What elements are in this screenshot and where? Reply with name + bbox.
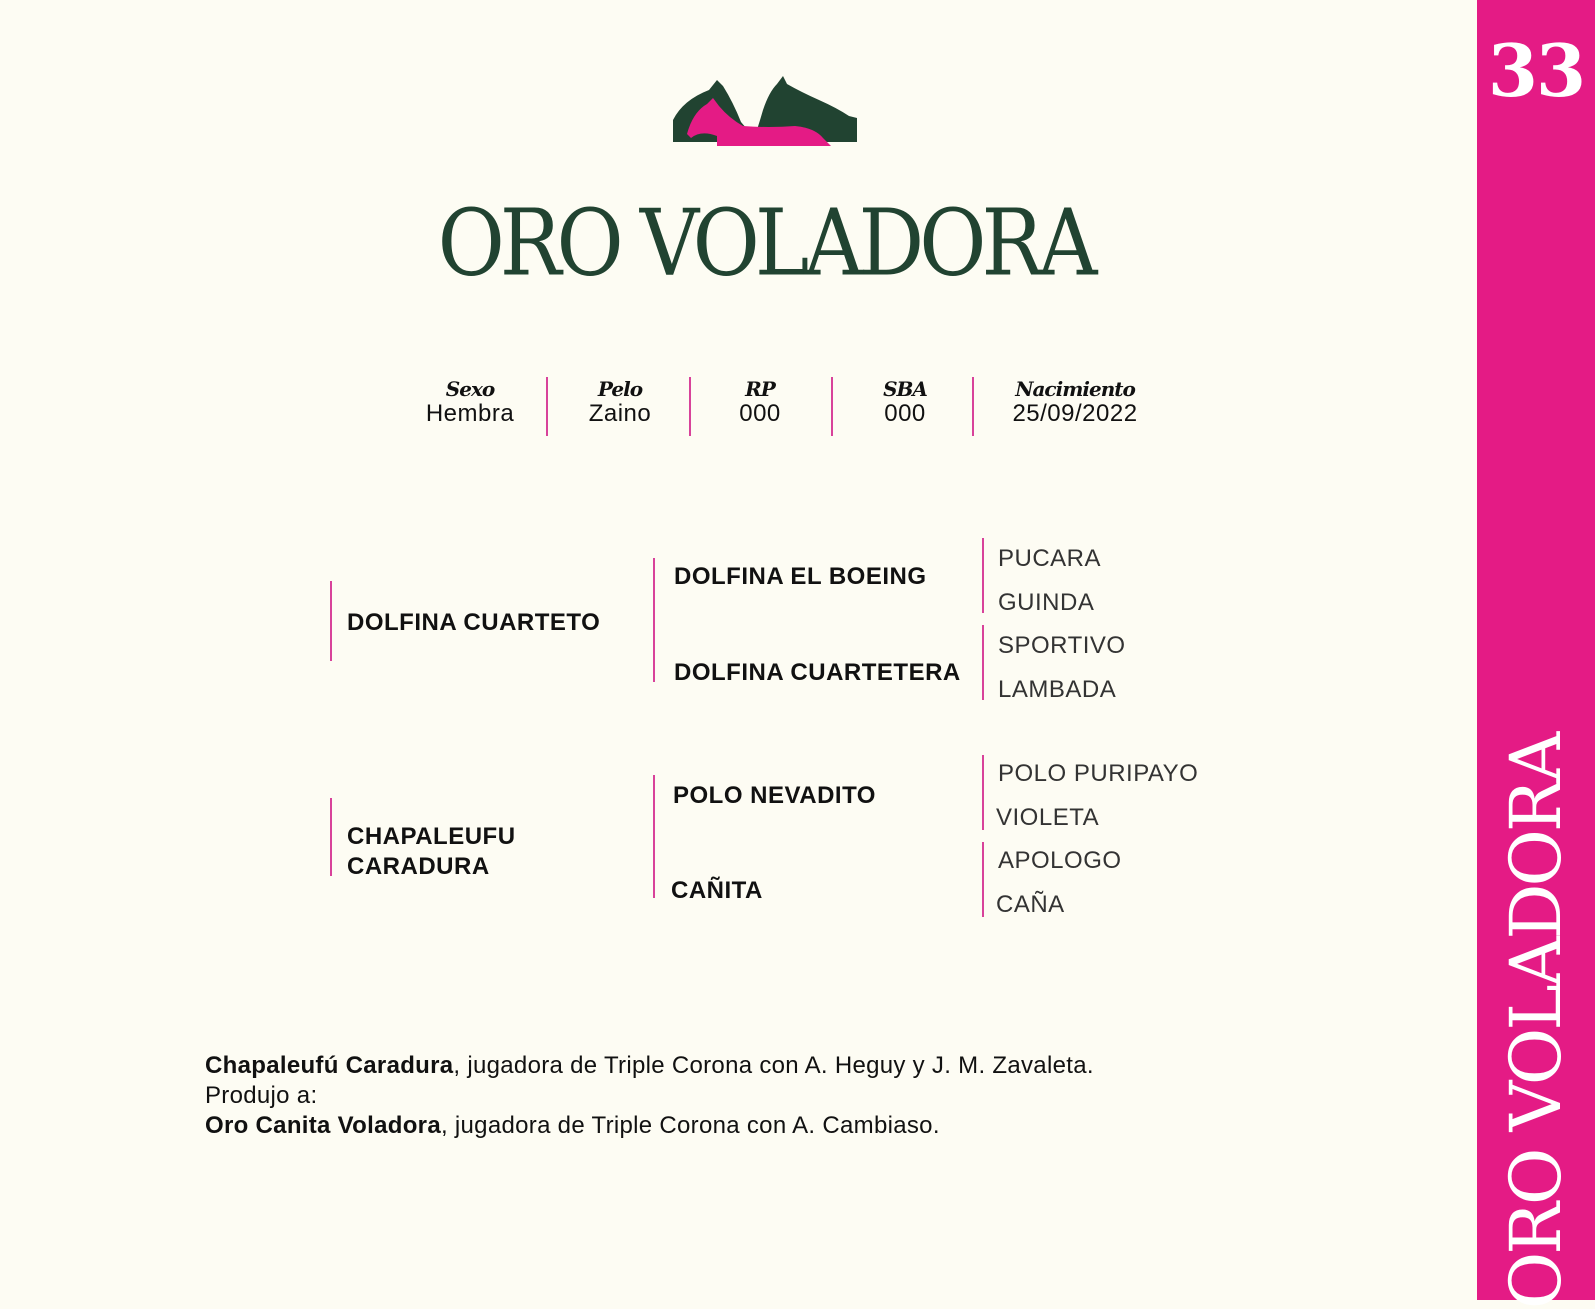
pedigree-sire-sire: DOLFINA EL BOEING	[674, 563, 927, 590]
pedigree-bracket	[330, 581, 332, 661]
description-bold: Chapaleufú Caradura	[205, 1052, 454, 1079]
pedigree-bracket	[982, 842, 984, 917]
pedigree-dam-dam-dam: CAÑA	[996, 891, 1065, 918]
pedigree-bracket	[982, 625, 984, 700]
pedigree-sire-sire-dam: GUINDA	[998, 589, 1095, 616]
description-text: , jugadora de Triple Corona con A. Heguy y J. M. Zavaleta.	[453, 1052, 1094, 1079]
info-divider	[972, 377, 974, 436]
sidebar-band	[1477, 0, 1595, 1309]
description-line	[205, 1051, 1205, 1081]
pedigree-bracket	[653, 775, 655, 898]
pedigree-sire-sire-sire: PUCARA	[998, 545, 1102, 572]
info-value-sba: 000	[884, 400, 926, 427]
description-bold: Oro Canita Voladora	[205, 1112, 441, 1139]
info-label-sba: SBA	[883, 377, 927, 401]
pedigree-dam-line1: CHAPALEUFU	[347, 823, 516, 850]
pedigree-dam-sire-sire: POLO PURIPAYO	[998, 760, 1199, 787]
info-sba	[850, 378, 960, 436]
page-number: 33	[1487, 28, 1585, 113]
info-nacimiento	[990, 378, 1160, 436]
pedigree-bracket	[653, 558, 655, 682]
pedigree-dam-sire-dam: VIOLETA	[996, 804, 1100, 831]
pedigree-dam-dam: CAÑITA	[671, 877, 763, 904]
horses-logo	[673, 72, 857, 150]
info-value-sexo: Hembra	[425, 400, 515, 427]
description-line: Produjo a:	[205, 1082, 318, 1109]
info-rp	[705, 378, 815, 436]
info-value-rp: 000	[739, 400, 781, 427]
info-value-nacimiento: 25/09/2022	[1012, 400, 1138, 427]
info-label-rp: RP	[745, 377, 775, 401]
pedigree-dam-sire: POLO NEVADITO	[673, 782, 876, 809]
info-label-sexo: Sexo	[445, 377, 495, 401]
sidebar-title: ORO VOLADORA	[1495, 734, 1577, 1309]
info-pelo	[560, 378, 680, 436]
pedigree-sire-dam-dam: LAMBADA	[998, 676, 1117, 703]
pedigree-dam-dam-sire: APOLOGO	[998, 847, 1122, 874]
description-text: , jugadora de Triple Corona con A. Cambiaso.	[440, 1112, 940, 1139]
description-line	[205, 1111, 1205, 1141]
info-divider	[689, 377, 691, 436]
info-value-pelo: Zaino	[588, 400, 652, 427]
pedigree-sire-dam: DOLFINA CUARTETERA	[674, 659, 961, 686]
pedigree-bracket	[982, 538, 984, 613]
pedigree-bracket	[330, 798, 332, 876]
info-label-nacimiento: Nacimiento	[1015, 377, 1135, 401]
pedigree-bracket	[982, 755, 984, 830]
pedigree-dam-line2: CARADURA	[347, 853, 490, 880]
info-divider	[546, 377, 548, 436]
info-label-pelo: Pelo	[597, 377, 643, 401]
horse-name-title: ORO VOLADORA	[437, 190, 1093, 297]
pedigree-sire-dam-sire: SPORTIVO	[998, 632, 1126, 659]
info-sexo	[405, 378, 535, 436]
pedigree-sire: DOLFINA CUARTETO	[347, 609, 601, 636]
info-divider	[831, 377, 833, 436]
description	[205, 1051, 1205, 1141]
